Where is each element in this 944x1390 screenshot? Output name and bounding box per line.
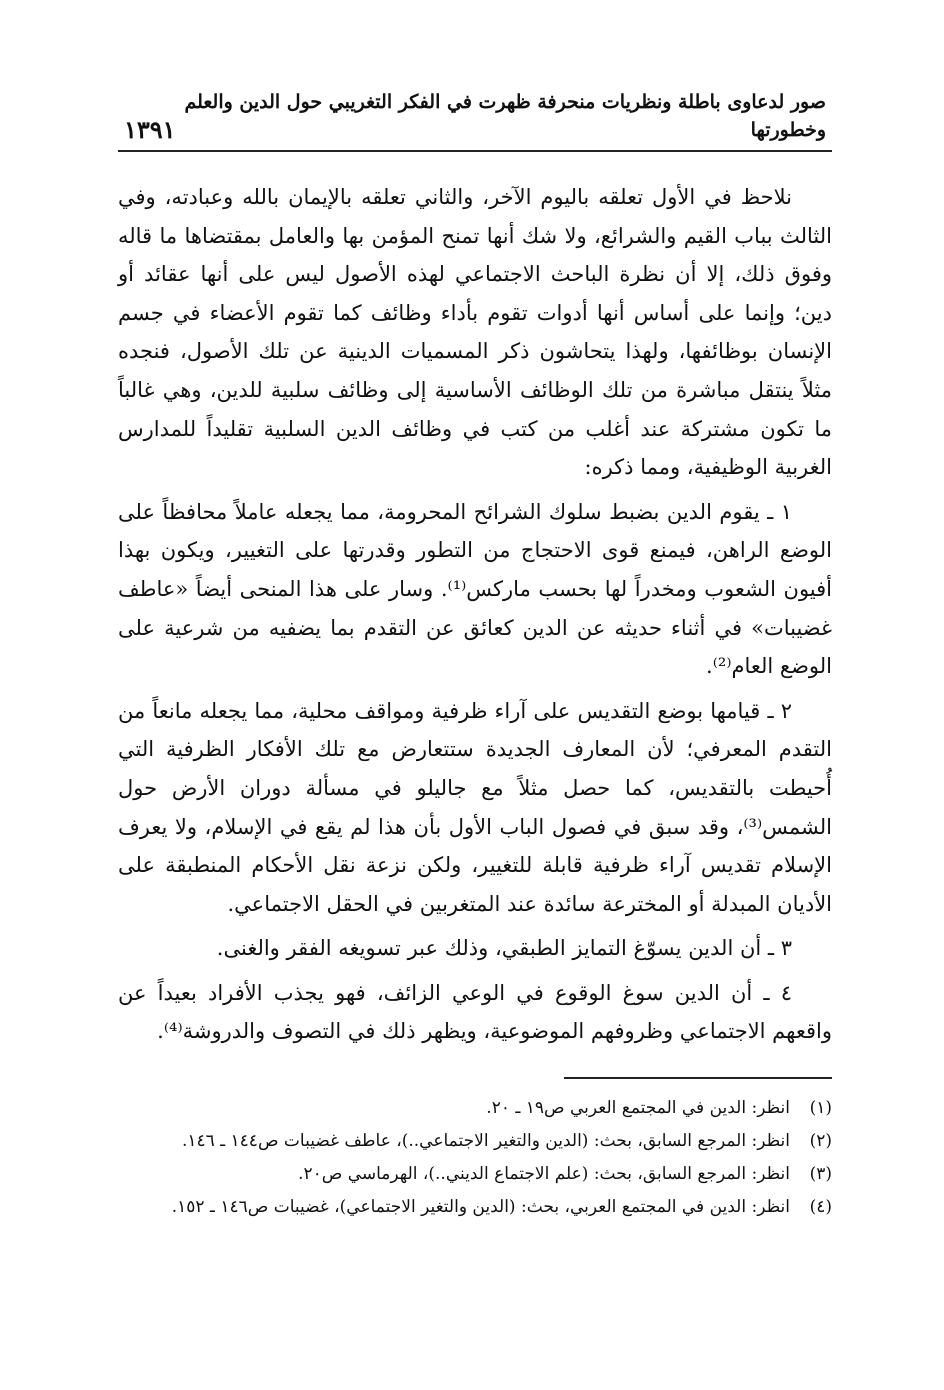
- footnote-divider: [564, 1077, 832, 1079]
- footnote-mark: (٣): [809, 1164, 832, 1185]
- page-number: ١٣٩١: [124, 115, 176, 144]
- running-header: [118, 88, 832, 152]
- intro-paragraph: نلاحظ في الأول تعلقه باليوم الآخر، والثاني تعلقه بالإيمان بالله وعبادته، وفي الثالث بباب القيم والشرائع، ولا شك أنها تمنح المؤمن بها والعامل بمقتضاها ما قاله وفوق ذلك، إلا أن نظرة الباحث الاجتماعي لهذه الأصول ليس على أنها عقائد أو دين؛ وإنما على أساس أنها أدوات تقوم بأداء وظائف كما تقوم الأعضاء في جسم الإنسان بوظائفها، ولهذا يتحاشون ذكر المسميات الدينية عن تلك الأصول، فنجده مثلاً ينتقل مباشرة من تلك الوظائف الأساسية إلى وظائف سلبية للدين، وهي غالباً ما تكون مشتركة عند أغلب من كتب في وظائف الدين السلبية تقليداً للمدارس الغربية الوظيفية، ومما ذكره:: [118, 185, 832, 480]
- footnote: [118, 1095, 832, 1122]
- footnote-mark: (٤): [809, 1197, 832, 1218]
- footnote-text: انظر: الدين في المجتمع العربي ص١٩ ـ ٢٠.: [486, 1098, 790, 1119]
- body-text: [118, 178, 832, 1051]
- footnote: [118, 1194, 832, 1221]
- list-item-3: ٣ ـ أن الدين يسوّغ التمايز الطبقي، وذلك عبر تسويغه الفقر والغنى.: [216, 936, 792, 961]
- footnote: [118, 1128, 832, 1155]
- footnote-mark: (١): [809, 1098, 832, 1119]
- list-item-2: ٢ ـ قيامها بوضع التقديس على آراء ظرفية ومواقف محلية، مما يجعله مانعاً من التقدم المعرفي؛ لأن المعارف الجديدة ستتعارض مع تلك الأفكار الظرفية التي أُحيطت بالتقديس، كما حصل مثلاً مع جاليلو في مسألة دوران الأرض حول الشمس⁽³⁾، وقد سبق في فصول الباب الأول بأن هذا لم يقع في الإسلام، ولا يعرف الإسلام تقديس آراء ظرفية قابلة للتغيير، ولكن نزعة نقل الأحكام المنطبقة على الأديان المبدلة أو المخترعة سائدة عند المتغربين في الحقل الاجتماعي.: [118, 698, 832, 916]
- footnote-mark: (٢): [809, 1131, 832, 1152]
- list-item-1: ١ ـ يقوم الدين بضبط سلوك الشرائح المحرومة، مما يجعله عاملاً محافظاً على الوضع الراهن، فيمنع قوى الاحتجاج من التطور وقدرتها على التغيير، ويكون بهذا أفيون الشعوب ومخدراً لها بحسب ماركس⁽¹⁾. وسار على هذا المنحى أيضاً «عاطف غضيبات» في أثناء حديثه عن الدين كعائق عن التقدم بما يضفيه من شرعية على الوضع العام⁽²⁾.: [118, 499, 832, 679]
- footnote-text: انظر: المرجع السابق، بحث: (الدين والتغير الاجتماعي..)، عاطف غضيبات ص١٤٤ ـ ١٤٦.: [181, 1131, 790, 1152]
- footnote-text: انظر: المرجع السابق، بحث: (علم الاجتماع الديني..)، الهرماسي ص٢٠.: [298, 1164, 790, 1185]
- footnotes: [118, 1095, 832, 1221]
- footnote-text: انظر: الدين في المجتمع العربي، بحث: (الدين والتغير الاجتماعي)، غضيبات ص١٤٦ ـ ١٥٢.: [171, 1197, 790, 1218]
- running-title: صور لدعاوى باطلة ونظريات منحرفة ظهرت في الفكر التغريبي حول الدين والعلم وخطورتها: [184, 91, 826, 141]
- list-item-4: ٤ ـ أن الدين سوغ الوقوع في الوعي الزائف، فهو يجذب الأفراد بعيداً عن واقعهم الاجتماعي وظروفهم الموضوعية، ويظهر ذلك في التصوف والدروشة⁽⁴⁾.: [118, 980, 832, 1044]
- footnote: [118, 1161, 832, 1188]
